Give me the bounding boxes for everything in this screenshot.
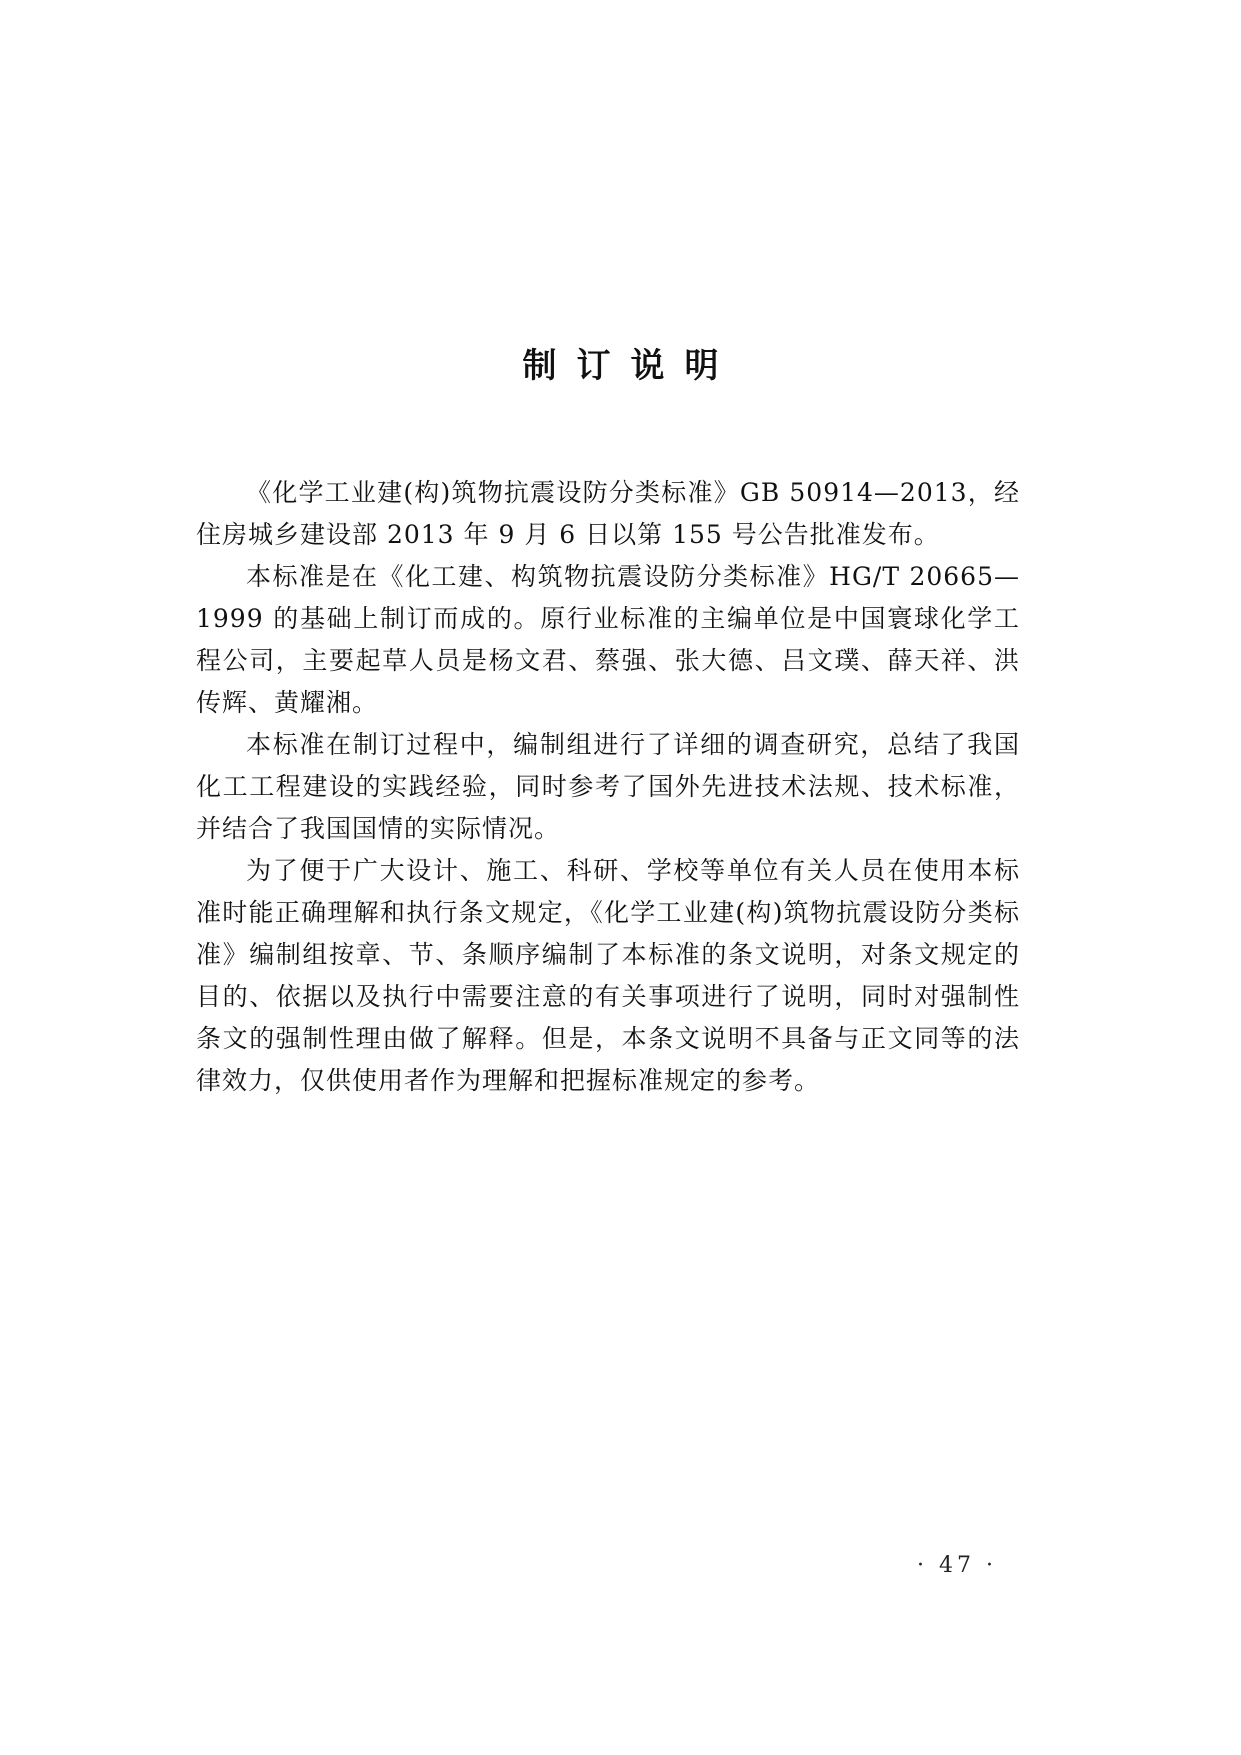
paragraph-explanation: 为了便于广大设计、施工、科研、学校等单位有关人员在使用本标准时能正确理解和执行条文规定，《化学工业建(构)筑物抗震设防分类标准》编制组按章、节、条顺序编制了本标准的条文说明，对条文规定的目的、依据以及执行中需要注意的有关事项进行了说明，同时对强制性条文的强制性理由做了解释。但是，本条文说明不具备与正文同等的法律效力，仅供使用者作为理解和把握标准规定的参考。 — [196, 856, 1020, 1095]
body-text — [196, 472, 1020, 1102]
page-number: · 47 · — [917, 1553, 997, 1578]
page-title: 制订说明 — [522, 346, 739, 386]
paragraph-origin: 本标准是在《化工建、构筑物抗震设防分类标准》HG/T 20665—1999 的基础上制订而成的。原行业标准的主编单位是中国寰球化学工程公司，主要起草人员是杨文君、蔡强、张大德、吕文璞、薛天祥、洪传辉、黄耀湘。 — [196, 562, 1020, 717]
paragraph-approval: 《化学工业建(构)筑物抗震设防分类标准》GB 50914—2013，经住房城乡建设部 2013 年 9 月 6 日以第 155 号公告批准发布。 — [196, 478, 1020, 549]
paragraph-process: 本标准在制订过程中，编制组进行了详细的调查研究，总结了我国化工工程建设的实践经验，同时参考了国外先进技术法规、技术标准，并结合了我国国情的实际情况。 — [196, 730, 1020, 843]
